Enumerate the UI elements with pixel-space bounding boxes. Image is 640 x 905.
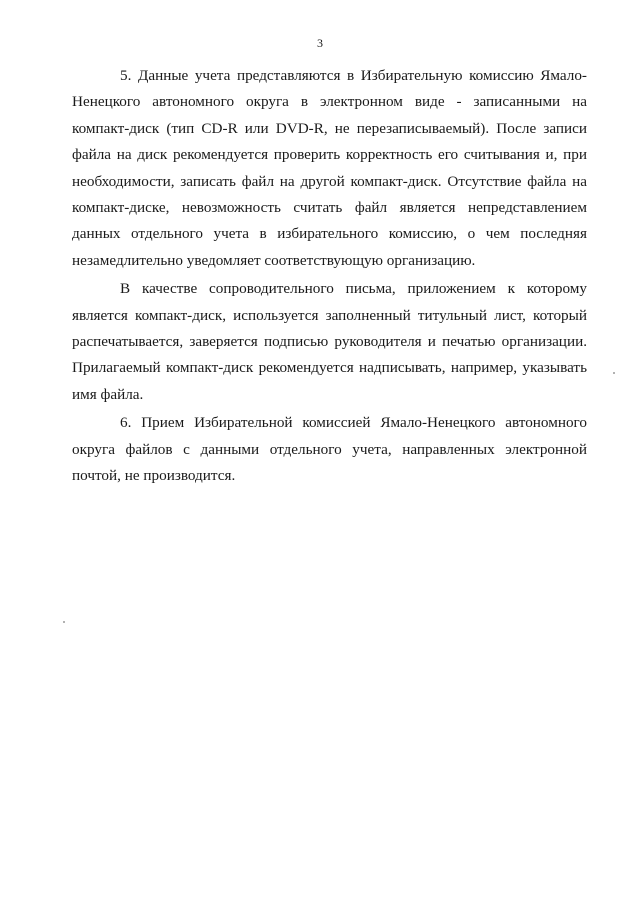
text-line: файла на диск рекомендуется проверить корректность его считывания и, при [72,146,587,164]
scan-speck [63,621,65,623]
paragraph-cover-letter [72,276,587,408]
text-line: В качестве сопроводительного письма, приложением к которому [120,280,587,298]
text-line: компакт-диске, невозможность считать файл является непредставлением [72,199,587,217]
text-line: 6. Прием Избирательной комиссией Ямало-Ненецкого автономного [120,414,587,432]
text-line: Прилагаемый компакт-диск рекомендуется надписывать, например, указывать [72,359,587,377]
text-line: компакт-диск (тип CD-R или DVD-R, не перезаписываемый). После записи [72,119,587,137]
text-line: почтой, не производится. [72,467,236,485]
document-body [72,63,587,490]
text-line: незамедлительно уведомляет соответствующую организацию. [72,251,476,269]
text-line: распечатывается, заверяется подписью руководителя и печатью организации. [72,333,587,351]
text-line: необходимости, записать файл на другой компакт-диск. Отсутствие файла на [72,172,587,190]
text-line: Ненецкого автономного округа в электронном виде - записанными на [72,93,587,111]
text-line: имя файла. [72,385,144,403]
paragraph-item-5 [72,63,587,274]
paragraph-item-6 [72,410,587,489]
page-number: 3 [317,36,323,50]
text-line: данных отдельного учета в избирательного комиссию, о чем последняя [72,225,587,243]
text-line: является компакт-диск, используется заполненный титульный лист, который [72,306,587,324]
scan-speck [613,372,615,374]
text-line: 5. Данные учета представляются в Избирательную комиссию Ямало- [120,67,587,84]
text-line: округа файлов с данными отдельного учета, направленных электронной [72,440,587,458]
